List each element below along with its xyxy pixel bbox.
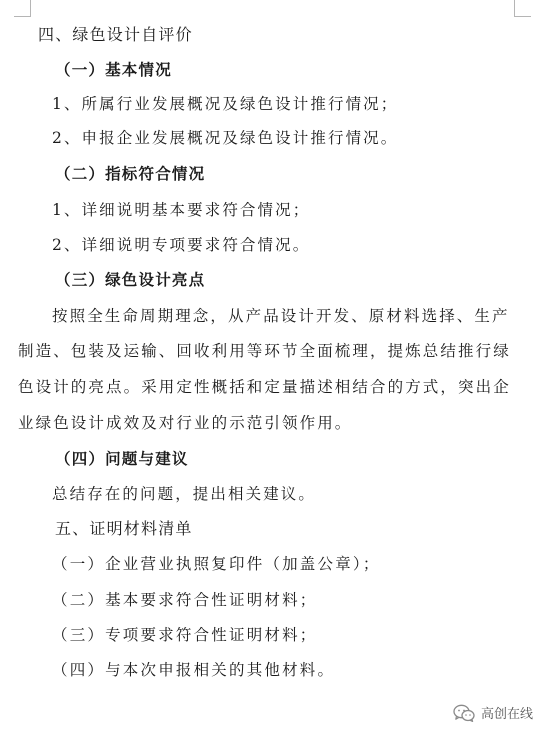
- list-item: 2、申报企业发展概况及绿色设计推行情况。: [52, 129, 399, 147]
- subsection-heading-basic: （一）基本情况: [55, 60, 172, 79]
- paragraph-line: 色设计的亮点。采用定性概括和定量描述相结合的方式，突出企: [18, 378, 511, 396]
- subsection-heading-indicators: （二）指标符合情况: [55, 164, 206, 183]
- paragraph-line: 业绿色设计成效及对行业的示范引领作用。: [18, 414, 353, 432]
- paragraph-line: 制造、包装及运输、回收利用等环节全面梳理，提炼总结推行绿: [18, 342, 511, 360]
- subsection-heading-issues: （四）问题与建议: [55, 449, 189, 468]
- wechat-icon: [453, 704, 475, 722]
- list-item: （四）与本次申报相关的其他材料。: [52, 661, 336, 679]
- subsection-heading-highlights: （三）绿色设计亮点: [55, 270, 206, 289]
- section-heading-4: 四、绿色设计自评价: [38, 25, 193, 44]
- list-item: 1、所属行业发展概况及绿色设计推行情况；: [52, 95, 399, 113]
- paragraph-line: 按照全生命周期理念，从产品设计开发、原材料选择、生产: [52, 307, 510, 325]
- list-item: （三）专项要求符合性证明材料；: [52, 626, 318, 644]
- page-corner-mark-left: [14, 0, 31, 17]
- section-heading-5: 五、证明材料清单: [55, 519, 193, 538]
- list-item: （二）基本要求符合性证明材料；: [52, 591, 318, 609]
- list-item: 1、详细说明基本要求符合情况；: [52, 201, 311, 219]
- list-item: （一）企业营业执照复印件（加盖公章）；: [52, 555, 381, 573]
- list-item: 2、详细说明专项要求符合情况。: [52, 236, 311, 254]
- page-corner-mark-right: [514, 0, 531, 17]
- source-watermark: [453, 703, 533, 722]
- watermark-text: 高创在线: [480, 707, 533, 722]
- paragraph-line: 总结存在的问题，提出相关建议。: [52, 485, 317, 503]
